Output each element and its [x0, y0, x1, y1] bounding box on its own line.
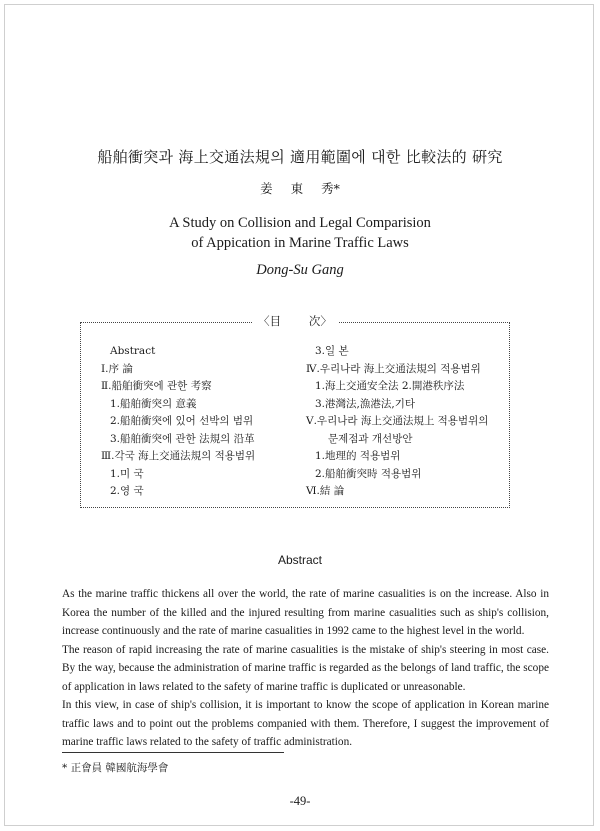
toc-item: 2.船舶衝突에 있어 선박의 범위: [110, 415, 254, 427]
toc-item: Abstract: [110, 345, 156, 357]
abstract-body: [62, 585, 549, 752]
page-number: -49-: [289, 794, 311, 808]
toc-item: 2.영 국: [110, 485, 144, 497]
toc-item: 3.船舶衝突에 관한 法規의 沿革: [110, 432, 255, 445]
footnote-divider: [62, 752, 284, 753]
toc-left-column: [101, 343, 255, 501]
toc-heading: 〈目 次〉: [252, 314, 338, 328]
toc-item: 3.港灣法,漁港法,기타: [315, 397, 415, 410]
footnote: * 正會員 韓國航海學會: [62, 762, 169, 774]
korean-author: 姜 東 秀*: [260, 181, 340, 196]
toc-item: Ⅳ.우리나라 海上交通法規의 적용범위: [306, 362, 481, 375]
toc-item: 2.船舶衝突時 적용범위: [315, 467, 422, 480]
toc-item: 1.船舶衝突의 意義: [110, 397, 197, 410]
toc-item: Ⅴ.우리나라 海上交通法規上 적용범위의: [306, 415, 489, 427]
english-title: [0, 213, 600, 253]
abstract-heading: Abstract: [277, 553, 322, 567]
korean-title: 船舶衝突과 海上交通法規의 適用範圍에 대한 比較法的 硏究: [97, 148, 503, 166]
toc-right-column: [306, 343, 488, 501]
english-title-line-1: A Study on Collision and Legal Comparision: [169, 215, 431, 231]
english-author: Dong-Su Gang: [256, 262, 344, 278]
toc-item: 1.海上交通安全法 2.開港秩序法: [315, 380, 465, 392]
toc-item: 문제점과 개선방안: [328, 432, 413, 445]
toc-item: Ⅲ.각국 海上交通法規의 적용범위: [101, 450, 256, 462]
abstract-paragraph: In this view, in case of ship's collision, it is important to know the scope of application in Korean marine traffic laws and to point out the problems companied with them. Therefore, I suggest the improvement of marine traffic laws related to the safety of traffic administration.: [62, 699, 549, 748]
english-title-line-2: of Appication in Marine Traffic Laws: [191, 235, 409, 251]
toc-item: 1.地理的 적용범위: [315, 450, 401, 462]
abstract-paragraph: As the marine traffic thickens all over the world, the rate of marine casualities is on the increase. Also in Korea the number of the killed and the injured resulting from marine casualities such as ship's collision, increase continuously and the rate of marine casualities in 1992 came to the highest level in the world.: [62, 588, 549, 637]
toc-item: Ⅵ.結 論: [306, 485, 345, 497]
table-of-contents: [80, 314, 510, 508]
abstract-paragraph: The reason of rapid increasing the rate of marine casualities is the mistake of ship's steering in most case. By the way, because the administration of marine traffic is regarded as the belongs of land traffic, the scope of application in laws related to the safety of marine traffic is duplicated or unreasonable.: [62, 643, 549, 693]
toc-item: 3.일 본: [315, 345, 349, 357]
toc-item: Ⅰ.序 論: [101, 362, 133, 375]
toc-item: 1.미 국: [110, 467, 144, 480]
toc-item: Ⅱ.船舶衝突에 관한 考察: [101, 380, 212, 392]
